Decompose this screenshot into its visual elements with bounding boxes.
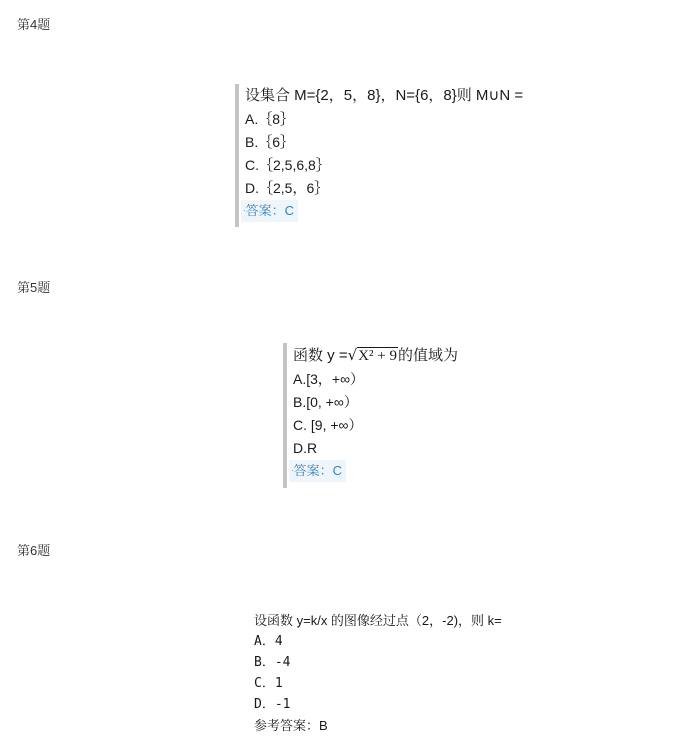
question-5-option-b: B.[0, +∞） [293,394,358,410]
question-6-stem: 设函数 y=k/x 的图像经过点（2，-2)，则 k= [254,613,502,628]
question-4-option-b: B.｛6｝ [245,134,295,150]
question-6-option-c: C．1 [254,676,283,691]
question-4-heading: 第4题 [17,17,51,32]
question-6-block [254,610,502,736]
sqrt-argument: X² + 9 [358,348,397,364]
question-4-option-d: D.｛2,5，6｝ [245,180,329,196]
question-4-card [235,84,523,227]
question-6-answer: 参考答案：B [254,718,328,733]
question-6-option-a: A．4 [254,634,283,649]
question-5-card [283,343,458,488]
question-5-option-c: C. [9, +∞） [293,417,363,433]
question-5-option-a: A.[3，+∞） [293,371,365,387]
question-6-option-b: B．-4 [254,655,291,670]
question-4-option-a: A.｛8｝ [245,111,295,127]
question-5-answer-text: 答案：C [293,463,343,478]
answer-marker-icon: · [291,466,294,475]
question-5-option-d: D.R [293,440,318,456]
answer-marker-icon: · [243,206,246,215]
question-5-heading: 第5题 [17,280,51,295]
sqrt-sign: √ [347,346,358,364]
question-4-answer-text: 答案：C [245,203,295,218]
question-5-stem-suffix: 的值域为 [397,347,458,364]
question-6-heading: 第6题 [17,543,51,558]
question-4-answer [241,200,298,222]
question-5-stem [293,343,458,368]
question-5-stem-prefix: 函数 y = [293,347,348,364]
question-5-answer [289,460,346,482]
question-4-stem: 设集合 M={2，5，8}，N={6，8}则 M∪N = [245,87,524,104]
question-4-option-c: C.｛2,5,6,8｝ [245,157,330,173]
question-6-option-d: D．-1 [254,697,291,712]
